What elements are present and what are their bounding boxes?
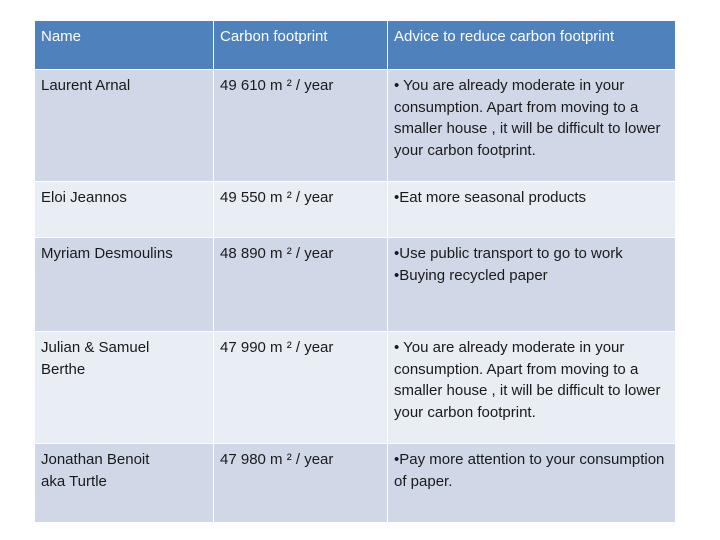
table-row — [35, 332, 676, 444]
name-cell — [35, 182, 214, 238]
advice-cell — [388, 238, 676, 332]
header-advice: Advice to reduce carbon footprint — [388, 21, 676, 70]
name-line: Jonathan Benoit — [41, 451, 150, 468]
name-line: Laurent Arnal — [41, 77, 131, 94]
name-line: Berthe — [41, 360, 86, 378]
advice-line: •Pay more attention to your consumption of paper. — [394, 451, 665, 490]
carbon-footprint-table-container — [34, 20, 675, 523]
advice-cell — [388, 182, 676, 238]
advice-cell — [388, 70, 676, 182]
name-line: Myriam Desmoulins — [41, 245, 173, 262]
advice-cell — [388, 332, 676, 444]
name-line: Eloi Jeannos — [41, 189, 127, 206]
footprint-cell: 49 550 m ² / year — [214, 182, 388, 238]
name-cell — [35, 444, 214, 523]
advice-line: •Eat more seasonal products — [394, 189, 587, 206]
advice-line: •Use public transport to go to work — [394, 245, 623, 262]
advice-cell — [388, 444, 676, 523]
footprint-cell: 49 610 m ² / year — [214, 70, 388, 182]
header-carbon-footprint: Carbon footprint — [214, 21, 388, 70]
footprint-cell: 47 990 m ² / year — [214, 332, 388, 444]
header-name: Name — [35, 21, 214, 70]
footprint-cell: 48 890 m ² / year — [214, 238, 388, 332]
table-header-row — [35, 21, 676, 70]
table-row — [35, 182, 676, 238]
name-cell — [35, 70, 214, 182]
table-row — [35, 238, 676, 332]
footprint-cell: 47 980 m ² / year — [214, 444, 388, 523]
advice-line: •Buying recycled paper — [394, 266, 548, 284]
name-line: Julian & Samuel — [41, 339, 150, 356]
name-line: aka Turtle — [41, 472, 107, 490]
name-cell — [35, 238, 214, 332]
name-cell — [35, 332, 214, 444]
carbon-footprint-table — [34, 20, 676, 523]
advice-line: • You are already moderate in your consumption. Apart from moving to a smaller house , it will be difficult to lower your carbon footprint. — [394, 77, 661, 159]
table-row — [35, 444, 676, 523]
table-row — [35, 70, 676, 182]
advice-line: • You are already moderate in your consumption. Apart from moving to a smaller house , it will be difficult to lower your carbon footprint. — [394, 339, 661, 421]
